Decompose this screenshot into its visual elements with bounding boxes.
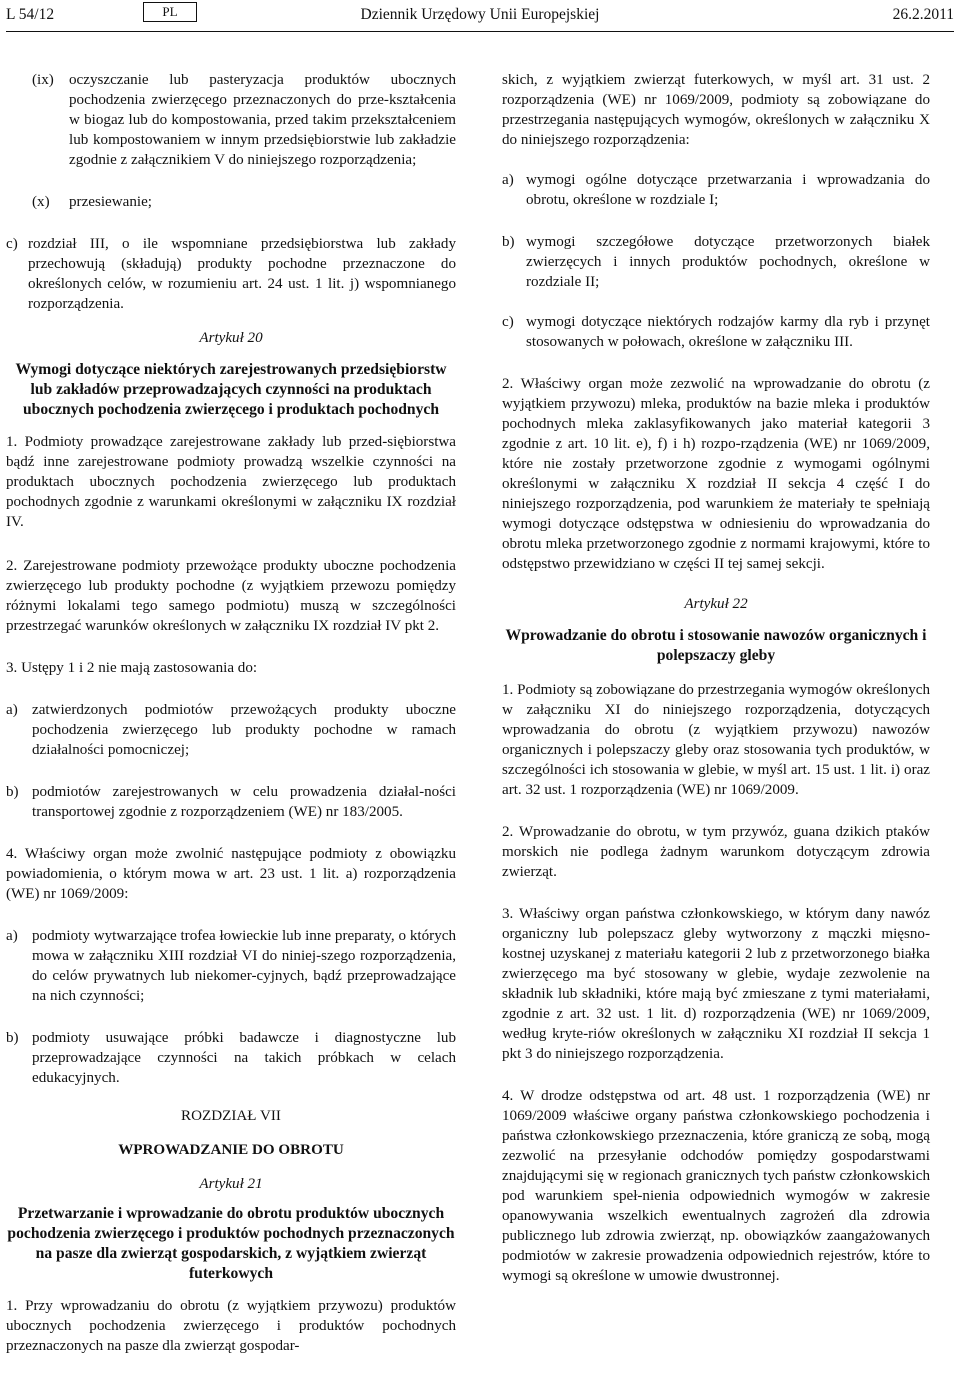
paragraph: 3. Właściwy organ państwa członkowskiego, w którym dany nawóz organiczny lub polepszacz gleby wytworzony z mączki mięsno-kostnej uzyskanej z materiału kategorii 2 lub z przetworzonego białka zwierzęcego ma być stosowany w glebie, wydaje zezwolenie na składnik lub składniki, które mają być zmieszane z tymi materiałami, zgodnie z art. 32 ust. 1 lit. d) rozporządzenia (WE) nr 1069/2009, według kryte-riów określonych w załączniku XI rozdział II sekcja 1 pkt 3 do niniejszego rozporządzenia. <box>502 906 930 1062</box>
list-item <box>502 312 930 352</box>
paragraph: skich, z wyjątkiem zwierząt futerkowych, w myśl art. 31 ust. 2 rozporządzenia (WE) nr 1069/2009, podmioty są zobowiązane do przestrzegania następujących wymogów, określonych w załączniku X do niniejszego rozporządzenia: <box>502 72 930 148</box>
item-text: podmiotów zarejestrowanych w celu prowadzenia działal-ności transportowej zgodnie z rozporządzeniem (WE) nr 183/2005. <box>32 784 456 820</box>
left-column <box>6 70 456 1356</box>
paragraph: 2. Zarejestrowane podmioty przewożące produkty uboczne pochodzenia zwierzęcego lub produkty pochodne (z wyjątkiem przewozu pomiędzy różnymi lokalami tego samego podmiotu) muszą w szczególności przestrzegać warunków określonych w załączniku IX rozdział IV pkt 2. <box>6 558 456 634</box>
item-label: b) <box>6 784 19 800</box>
chapter-number: ROZDZIAŁ VII <box>181 1108 281 1124</box>
paragraph: 3. Ustępy 1 i 2 nie mają zastosowania do: <box>6 660 258 676</box>
article-title: Wprowadzanie do obrotu i stosowanie nawozów organicznych i polepszaczy gleby <box>505 627 927 664</box>
list-item <box>502 232 930 292</box>
paragraph: 2. Wprowadzanie do obrotu, w tym przywóz, guana dzikich ptaków morskich nie podlega żadnym warunkom dotyczącym zdrowia zwierząt. <box>502 824 930 880</box>
journal-title: Dziennik Urzędowy Unii Europejskiej <box>360 6 600 23</box>
item-text: rozdział III, o ile wspomniane przedsiębiorstwa lub zakłady przechowują (składują) produkty pochodne przeznaczone do określonych celów, w rozumieniu art. 24 ust. 1 lit. j) wspomnianego rozporządzenia. <box>28 236 456 312</box>
page-number: L 54/12 <box>6 6 55 23</box>
item-label: (ix) <box>32 72 54 88</box>
item-text: podmioty usuwające próbki badawcze i diagnostyczne lub przeprowadzające czynności na takich próbkach w celach edukacyjnych. <box>32 1030 456 1086</box>
item-text: wymogi dotyczące niektórych rodzajów karmy dla ryb i przynęt stosowanych w połowach, określone w załączniku III. <box>526 314 930 350</box>
right-column <box>502 70 930 1286</box>
item-text: zatwierdzonych podmiotów przewożących produkty uboczne pochodzenia zwierzęcego lub produkty pochodne w ramach działalności pomocniczej; <box>32 702 456 758</box>
item-label: c) <box>502 314 514 330</box>
item-label: a) <box>502 172 514 188</box>
list-item <box>6 700 456 760</box>
item-label: (x) <box>32 194 50 210</box>
item-label: a) <box>6 928 18 944</box>
item-text: oczyszczanie lub pasteryzacja produktów ubocznych pochodzenia zwierzęcego przeznaczonych do prze-kształcenia w biogaz lub do kompostowania, przed takim przekształceniem lub kompostowaniem w innym przedsiębiorstwie lub zakładzie zgodnie z załącznikiem V do niniejszego rozporządzenia; <box>69 72 456 168</box>
item-label: c) <box>6 236 18 252</box>
language-badge: PL <box>143 2 197 22</box>
item-text: wymogi szczegółowe dotyczące przetworzonych białek zwierzęcych i innych produktów pochodnych, określone w rozdziale II; <box>526 234 930 290</box>
list-item <box>6 234 456 314</box>
header-rule <box>6 31 954 32</box>
paragraph: 4. W drodze odstępstwa od art. 48 ust. 1 rozporządzenia (WE) nr 1069/2009 właściwe organy państwa członkowskiego pochodzenia i państwa członkowskiego przeznaczenia, które graniczą ze sobą, mogą zezwolić na przesyłanie odchodów pomiędzy gospodarstwami znajdującymi się w regionach granicznych tych państw członkowskich pod warunkiem speł-nienia odpowiednich wymogów w zakresie opanowywania wszelkich ewentualnych zagrożeń dla zdrowia publicznego lub zdrowia zwierząt, np. obowiązków zaangażowanych podmiotów w zakresie prowadzenia odpowiednich rejestrów, które to wymogi są określone w umowie dwustronnej. <box>502 1088 930 1284</box>
list-item <box>6 926 456 1006</box>
article-number: Artykuł 20 <box>199 330 263 346</box>
paragraph: 1. Podmioty prowadzące zarejestrowane zakłady lub przed-siębiorstwa bądź inne zarejestrowane podmioty prowadzą wszelkie czynności na produktach ubocznych pochodzenia zwierzęcego lub produktach pochodnych zgodnie z warunkami określonymi w załączniku IX rozdział IV. <box>6 434 456 530</box>
chapter-title: WPROWADZANIE DO OBROTU <box>118 1142 344 1158</box>
item-text: wymogi ogólne dotyczące przetwarzania i wprowadzania do obrotu, określone w rozdziale I; <box>526 172 930 208</box>
paragraph: 1. Podmioty są zobowiązane do przestrzegania wymogów określonych w załączniku XI do niniejszego rozporządzenia, dotyczących wprowadzania do obrotu (z wyjątkiem przywozu) nawozów organicznych i polepszaczy gleby oraz stosowania tych produktów, w szczególności ich stosowania w glebie, w myśl art. 15 ust. 1 lit. i) oraz art. 32 ust. 1 rozporządzenia (WE) nr 1069/2009. <box>502 682 930 798</box>
item-label: a) <box>6 702 18 718</box>
item-label: b) <box>502 234 515 250</box>
paragraph: 1. Przy wprowadzaniu do obrotu (z wyjątkiem przywozu) produktów ubocznych pochodzenia zwierzęcego i produktów pochodnych przeznaczonych na pasze dla zwierząt gospodar- <box>6 1298 456 1354</box>
item-text: podmioty wytwarzające trofea łowieckie lub inne preparaty, o których mowa w załączniku XIII rozdział VI do niniej-szego rozporządzenia, do celów prywatnych lub niekomer-cyjnych, bądź przeprowadzające na nich czynności; <box>32 928 456 1004</box>
article-number: Artykuł 22 <box>684 596 748 612</box>
item-label: b) <box>6 1030 19 1046</box>
list-item <box>6 70 456 170</box>
article-title: Wymogi dotyczące niektórych zarejestrowanych przedsiębiorstw lub zakładów przeprowadzających czynności na produktach ubocznych pochodzenia zwierzęcego i produktach pochodnych <box>15 361 447 418</box>
list-item <box>502 170 930 210</box>
list-item <box>6 782 456 822</box>
paragraph: 2. Właściwy organ może zezwolić na wprowadzanie do obrotu (z wyjątkiem przywozu) mleka, produktów na bazie mleka i produktów pochodnych mleka zaklasyfikowanych jako materiał kategorii 3 zgodnie z art. 10 lit. e), f) i h) rozpo-rządzenia (WE) nr 1069/2009, które nie zostały przetworzone zgodnie z wymogami ogólnymi określonymi w załączniku X rozdział II sekcja 4 część I do niniejszego rozporządzenia, pod warunkiem że materiały te spełniają wymogi dotyczące odstępstwa w odniesieniu do wprowadzania do obrotu mleka przetworzonego zgodnie z normami krajowymi, które to odstępstwo przewidziano w części II tej samej sekcji. <box>502 376 930 572</box>
paragraph: 4. Właściwy organ może zwolnić następujące podmioty z obowiązku powiadomienia, o którym mowa w art. 23 ust. 1 lit. a) rozporządzenia (WE) nr 1069/2009: <box>6 846 456 902</box>
list-item <box>6 1028 456 1088</box>
article-number: Artykuł 21 <box>199 1176 263 1192</box>
item-text: przesiewanie; <box>69 194 152 210</box>
article-title: Przetwarzanie i wprowadzanie do obrotu produktów ubocznych pochodzenia zwierzęcego i produktów pochodnych przeznaczonych na pasze dla zwierząt gospodarskich, z wyjątkiem zwierząt futerkowych <box>7 1205 455 1282</box>
publication-date: 26.2.2011 <box>892 6 954 23</box>
page-header <box>6 0 954 30</box>
list-item <box>6 192 456 212</box>
